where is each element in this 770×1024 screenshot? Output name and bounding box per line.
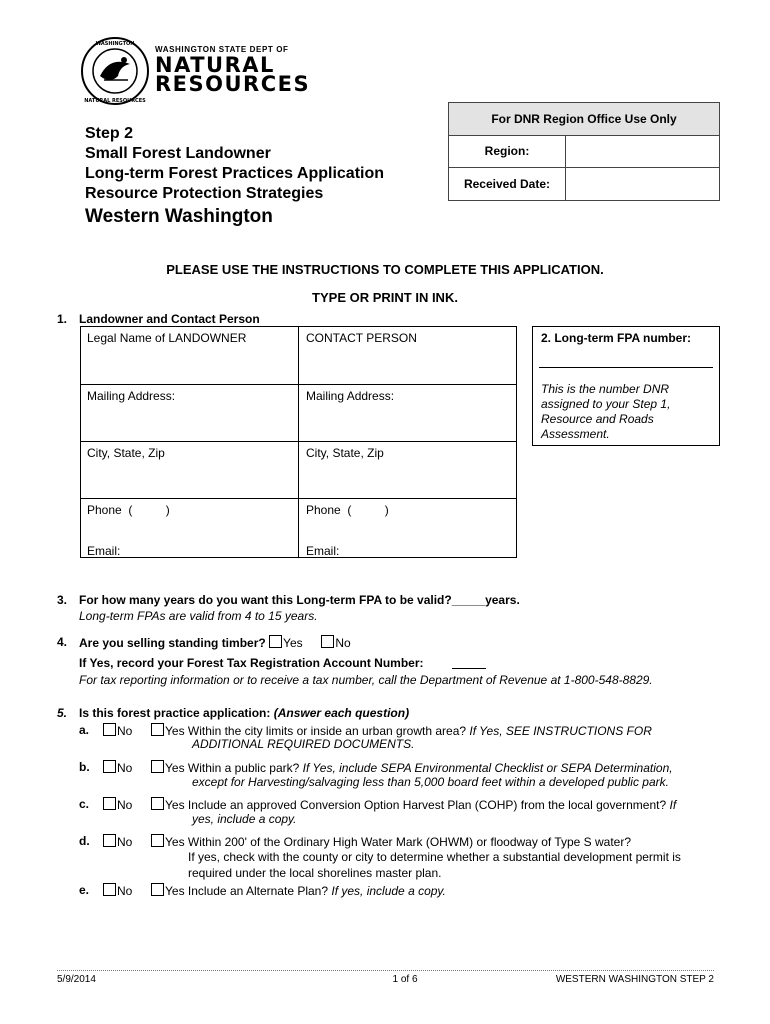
landowner-table <box>80 326 517 558</box>
dnr-logo <box>80 36 311 106</box>
landowner-phone-field[interactable]: Phone ( ) <box>87 503 170 517</box>
item-c-yes-label: Yes Include an approved Conversion Option Harvest Plan (COHP) from the local government? <box>165 798 667 812</box>
table-hline <box>81 441 516 442</box>
item-a-yes-label: Yes Within the city limits or inside an urban growth area? <box>165 724 467 738</box>
item-c-yes <box>151 797 676 812</box>
contact-phone-field[interactable]: Phone ( ) <box>306 503 389 517</box>
section3-note: Long-term FPAs are valid from 4 to 15 years. <box>79 609 318 623</box>
item-d-no-label: No <box>117 835 133 849</box>
table-hline <box>81 384 516 385</box>
fpa-number-label: 2. Long-term FPA number: <box>541 331 691 345</box>
timber-yes-checkbox[interactable] <box>269 635 282 648</box>
svg-text:WASHINGTON: WASHINGTON <box>95 41 135 47</box>
dnr-office-box <box>448 102 720 201</box>
fpa-number-note: This is the number DNR assigned to your Step 1, Resource and Roads Assessment. <box>541 382 671 441</box>
item-d-continuation: If yes, check with the county or city to determine whether a substantial development permit is <box>188 850 681 864</box>
item-a-yes <box>151 723 652 738</box>
item-e-yes-checkbox[interactable] <box>151 883 164 896</box>
instructions-line2: TYPE OR PRINT IN INK. <box>312 290 458 305</box>
item-a-no-checkbox[interactable] <box>103 723 116 736</box>
item-a-yes-note: If Yes, SEE INSTRUCTIONS FOR <box>469 724 652 738</box>
tax-info-note: For tax reporting information or to receive a tax number, call the Department of Revenue at 1-800-548-8829. <box>79 673 653 687</box>
dnr-box-header: For DNR Region Office Use Only <box>449 103 719 136</box>
item-e-yes-note: If yes, include a copy. <box>331 884 446 898</box>
section5-number: 5. <box>57 706 68 720</box>
title-line2: Long-term Forest Practices Application <box>85 165 385 182</box>
item-d-yes <box>151 834 631 849</box>
item-b-yes-checkbox[interactable] <box>151 760 164 773</box>
section1-number: 1. <box>57 312 68 326</box>
section5-question: Is this forest practice application: <box>79 706 271 720</box>
item-b-yes-note: If Yes, include SEPA Environmental Checklist or SEPA Determination, <box>302 761 673 775</box>
item-e-no <box>103 883 132 898</box>
item-b-no-label: No <box>117 761 133 775</box>
logo-line2: NATURAL <box>155 53 275 77</box>
item-d-no-checkbox[interactable] <box>103 834 116 847</box>
item-a-continuation: ADDITIONAL REQUIRED DOCUMENTS. <box>192 737 415 751</box>
item-e-no-checkbox[interactable] <box>103 883 116 896</box>
item-b-yes-label: Yes Within a public park? <box>165 761 300 775</box>
title-line4: Western Washington <box>85 206 273 227</box>
item-e-yes <box>151 883 446 898</box>
item-b-no <box>103 760 132 775</box>
footer-date: 5/9/2014 <box>57 974 96 985</box>
logo-line3: RESOURCES <box>155 72 311 96</box>
item-b-letter: b. <box>79 760 90 774</box>
fpa-number-input-line[interactable] <box>539 367 713 368</box>
svg-text:NATURAL RESOURCES: NATURAL RESOURCES <box>84 98 146 104</box>
footer-page: 1 of 6 <box>392 974 418 985</box>
tax-account-label: If Yes, record your Forest Tax Registration Account Number: <box>79 656 424 670</box>
item-c-letter: c. <box>79 797 90 811</box>
item-d-yes-label: Yes Within 200' of the Ordinary High Water Mark (OHWM) or floodway of Type S water? <box>165 835 632 849</box>
item-b-yes <box>151 760 673 775</box>
tax-account-input-line[interactable] <box>452 668 486 669</box>
item-e-letter: e. <box>79 883 90 897</box>
item-a-no-label: No <box>117 724 133 738</box>
item-a-yes-checkbox[interactable] <box>151 723 164 736</box>
item-d-no <box>103 834 132 849</box>
section1-title: Landowner and Contact Person <box>79 312 260 326</box>
item-b-no-checkbox[interactable] <box>103 760 116 773</box>
received-date-field[interactable] <box>566 168 719 200</box>
item-c-yes-note: If <box>669 798 677 812</box>
item-a-letter: a. <box>79 723 90 737</box>
fpa-number-box <box>532 326 720 446</box>
item-e-no-label: No <box>117 884 133 898</box>
section3-number: 3. <box>57 593 68 607</box>
title-line1: Small Forest Landowner <box>85 145 271 162</box>
item-c-no-checkbox[interactable] <box>103 797 116 810</box>
dnr-seal-icon <box>80 36 150 106</box>
region-label-cell <box>449 136 566 168</box>
timber-no-label: No <box>335 636 351 650</box>
item-c-continuation: yes, include a copy. <box>192 812 297 826</box>
landowner-name-field[interactable]: Legal Name of LANDOWNER <box>87 331 247 345</box>
contact-city-field[interactable]: City, State, Zip <box>306 446 384 460</box>
section4-question: Are you selling standing timber? <box>79 636 266 650</box>
landowner-mailing-field[interactable]: Mailing Address: <box>87 389 176 403</box>
timber-no-checkbox[interactable] <box>321 635 334 648</box>
section4-row <box>79 635 351 650</box>
section5-question-note: (Answer each question) <box>273 706 410 720</box>
item-b-continuation: except for Harvesting/salvaging less than 5,000 board feet within a developed public park. <box>192 775 669 789</box>
item-d-continuation2: required under the local shorelines master plan. <box>188 866 442 880</box>
item-d-letter: d. <box>79 834 90 848</box>
contact-person-field[interactable]: CONTACT PERSON <box>306 331 417 345</box>
item-c-no-label: No <box>117 798 133 812</box>
region-label: Region: <box>484 144 530 158</box>
table-divider <box>298 327 299 557</box>
item-c-yes-checkbox[interactable] <box>151 797 164 810</box>
footer-label: WESTERN WASHINGTON STEP 2 <box>555 974 714 985</box>
landowner-email-field[interactable]: Email: <box>87 544 121 558</box>
received-date-label: Received Date: <box>463 177 551 191</box>
region-field[interactable] <box>566 136 719 168</box>
section5-question-row <box>79 706 409 720</box>
instructions-line1: PLEASE USE THE INSTRUCTIONS TO COMPLETE THIS APPLICATION. <box>166 262 604 277</box>
title-line3: Resource Protection Strategies <box>85 185 324 202</box>
title-step: Step 2 <box>85 125 134 142</box>
contact-mailing-field[interactable]: Mailing Address: <box>306 389 395 403</box>
landowner-city-field[interactable]: City, State, Zip <box>87 446 165 460</box>
section4-number: 4. <box>57 635 68 649</box>
item-c-no <box>103 797 132 812</box>
item-a-no <box>103 723 132 738</box>
form-title <box>85 124 384 228</box>
table-hline <box>81 498 516 499</box>
timber-yes-label: Yes <box>283 636 303 650</box>
section3-question[interactable]: For how many years do you want this Long-term FPA to be valid?_____years. <box>79 593 520 607</box>
footer-rule <box>57 970 714 971</box>
logo-line1: WASHINGTON STATE DEPT OF <box>155 45 289 54</box>
item-e-yes-label: Yes Include an Alternate Plan? <box>165 884 329 898</box>
item-d-yes-checkbox[interactable] <box>151 834 164 847</box>
contact-email-field[interactable]: Email: <box>306 544 340 558</box>
received-label-cell <box>449 168 566 200</box>
